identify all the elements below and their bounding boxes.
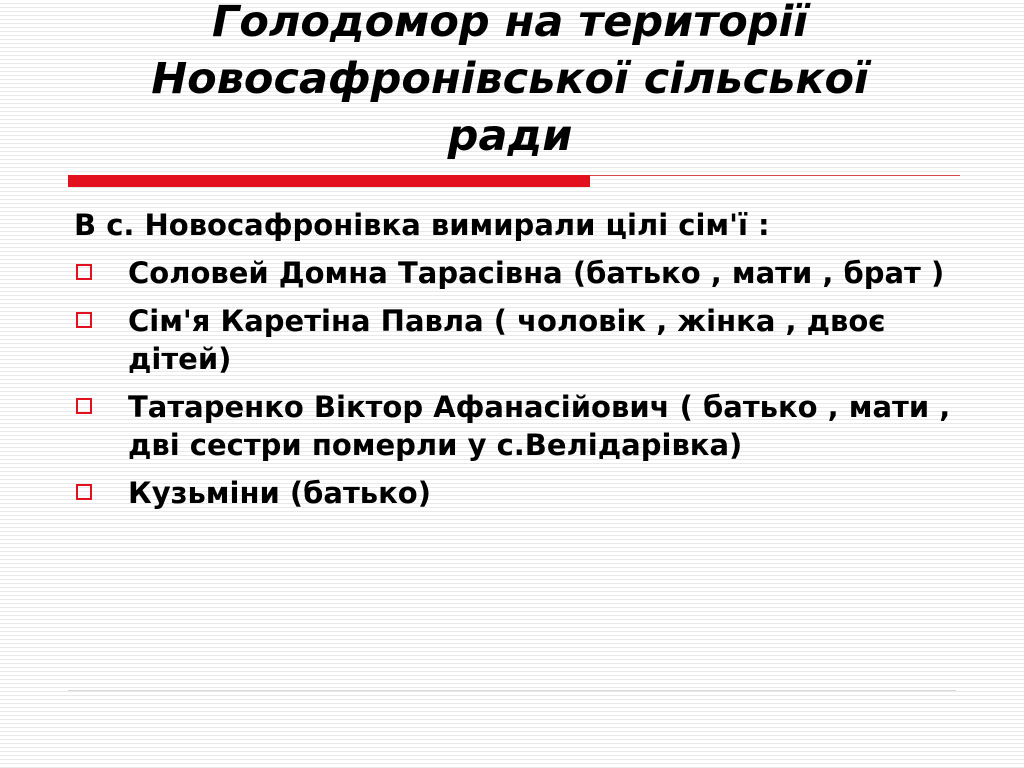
bottom-divider-line [68, 690, 956, 691]
bullet-text: Татаренко Віктор Афанасійович ( батько , мати , дві сестри померли у с.Велідарівка) [128, 390, 951, 462]
hollow-square-bullet-icon [76, 398, 92, 414]
title-divider-accent [68, 175, 590, 187]
slide-title [40, 0, 980, 165]
bullet-item [74, 474, 954, 512]
hollow-square-bullet-icon [76, 264, 92, 280]
slide-title-line: ради [447, 111, 573, 161]
hollow-square-bullet-icon [76, 484, 92, 500]
bullet-text: Кузьміни (батько) [128, 476, 431, 510]
hollow-square-bullet-icon [76, 312, 92, 328]
bullet-item [74, 388, 954, 464]
bullet-text: Соловей Домна Тарасівна (батько , мати , брат ) [128, 256, 945, 290]
bullet-item [74, 254, 954, 292]
intro-text: В с. Новосафронівка вимирали цілі сім'ї : [74, 208, 770, 242]
slide-title-line: Новосафронівської сільської [151, 54, 869, 104]
bullet-list [74, 254, 954, 512]
slide-title-line: Голодомор на території [211, 0, 809, 47]
slide-body [74, 206, 954, 522]
title-divider-line [590, 175, 960, 176]
bullet-item [74, 302, 954, 378]
bullet-text: Сім'я Каретіна Павла ( чоловік , жінка , двоє дітей) [128, 304, 886, 376]
